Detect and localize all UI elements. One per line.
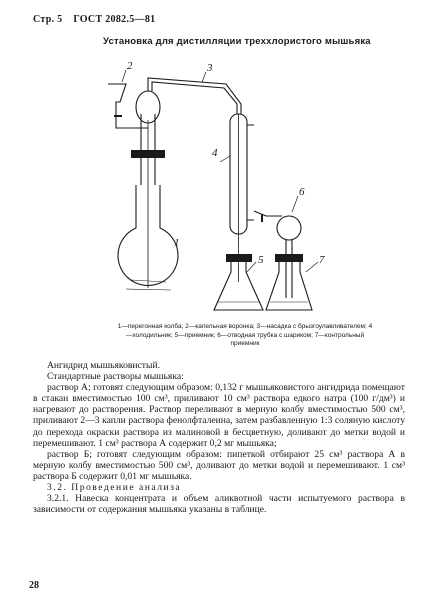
dropping-funnel: [108, 70, 148, 128]
page-number: 28: [29, 580, 39, 591]
paragraph: раствор Б; готовят следующим образом: пипеткой отбирают 25 см³ раствора А в мерную колбу вместимостью 500 см³, доливают до метки водой и перемешивают. 1 см³ раствора Б содержит 0,01 мг мышьяка.: [33, 448, 405, 482]
label-1: 1: [174, 237, 180, 249]
paragraph: 3.2.1. Навеска концентрата и объем аликвотной части испытуемого раствора в зависимости от содержания мышьяка указаны в таблице.: [33, 493, 405, 516]
standard-number: ГОСТ 2082.5—81: [73, 14, 156, 25]
body-text: [33, 360, 405, 515]
paragraph: Ангидрид мышьяковистый.: [47, 360, 160, 371]
label-4: 4: [212, 147, 218, 159]
label-7: 7: [319, 254, 325, 266]
page-ref: Стр. 5: [33, 14, 63, 25]
distillation-flask: [118, 91, 178, 290]
bulb-tube: [254, 196, 301, 298]
figure-title: Установка для дистилляции треххлористого мышьяка: [103, 36, 371, 47]
condenser: [220, 114, 254, 282]
adapter-tube: [148, 72, 241, 114]
label-2: 2: [127, 60, 133, 72]
paragraph: Стандартные растворы мышьяка:: [47, 371, 184, 383]
label-3: 3: [207, 62, 213, 74]
figure-caption: 1—перегонная колба; 2—капельная воронка; 3—насадка с брызгоулавливателем; 4—холодильник; 5—приемник; 6—отводная трубка с шариком; 7—контрольный приемник: [117, 323, 373, 347]
section-heading: 3.2. Проведение анализа: [47, 482, 182, 494]
paragraph: раствор А; готовят следующим образом: 0,132 г мышьяковистого ангидрида помещают в стакан вместимостью 100 см³, приливают 10 см³ раствора едкого натра (100 г/дм³) и нагревают до растворения. Раствор переливают в мерную колбу вместимостью 500 см³, приливают 2—3 капли раствора фенолфталеина, затем разбавленную 1:3 соляную кислоту до перехода окраски раствора из малиновой в бесцветную, доливают до метки водой и перемешивают. 1 см³ раствора А содержит 0,2 мг мышьяка;: [33, 382, 405, 449]
label-5: 5: [258, 254, 264, 266]
label-6: 6: [299, 186, 305, 198]
